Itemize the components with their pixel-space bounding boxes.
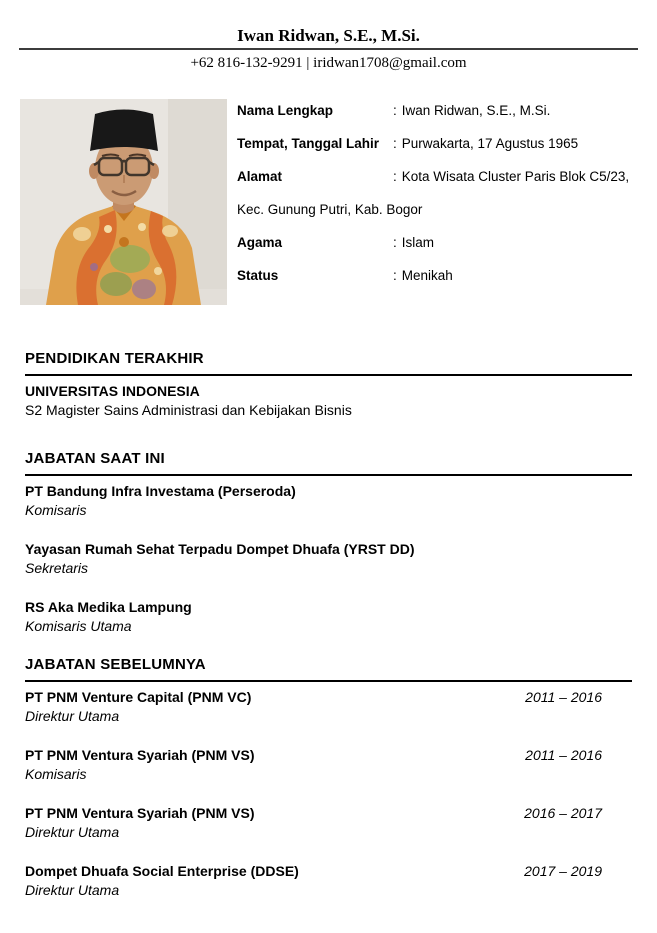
field-colon: : xyxy=(393,268,397,283)
portrait-image xyxy=(20,99,227,305)
entry xyxy=(25,382,632,420)
field-value: Menikah xyxy=(401,268,453,283)
section-divider xyxy=(25,374,632,376)
entry xyxy=(25,598,632,636)
section-title: JABATAN SEBELUMNYA xyxy=(25,656,206,673)
entry-header xyxy=(25,688,632,707)
section-divider xyxy=(25,474,632,476)
entry-period: 2011 – 2016 xyxy=(525,747,602,763)
entry xyxy=(25,804,632,842)
section-entries xyxy=(25,688,632,900)
field-colon: : xyxy=(393,103,397,118)
entry-role: Direktur Utama xyxy=(25,824,120,840)
entry-role: Direktur Utama xyxy=(25,708,120,724)
section-entries xyxy=(25,482,632,636)
entry-name: PT PNM Ventura Syariah (PNM VS) xyxy=(25,805,255,821)
field-colon: : xyxy=(393,136,397,151)
entry-header xyxy=(25,482,632,501)
entry-role: S2 Magister Sains Administrasi dan Kebijakan Bisnis xyxy=(25,402,352,418)
entry-header xyxy=(25,540,632,559)
profile-field-row xyxy=(237,167,657,186)
entry-header xyxy=(25,382,632,401)
field-value-continuation: Kec. Gunung Putri, Kab. Bogor xyxy=(237,202,423,217)
entry xyxy=(25,688,632,726)
cv-sections xyxy=(0,350,657,900)
entry-period: 2016 – 2017 xyxy=(524,805,602,821)
entry xyxy=(25,540,632,578)
entry-name: PT Bandung Infra Investama (Perseroda) xyxy=(25,483,296,499)
entry-name: PT PNM Venture Capital (PNM VC) xyxy=(25,689,252,705)
section-divider xyxy=(25,680,632,682)
section-title: PENDIDIKAN TERAKHIR xyxy=(25,350,204,367)
profile-section xyxy=(0,99,657,305)
profile-field-row xyxy=(237,266,657,285)
entry-name: UNIVERSITAS INDONESIA xyxy=(25,383,200,399)
header-divider xyxy=(19,48,638,50)
entry-header xyxy=(25,746,632,765)
entry-name: RS Aka Medika Lampung xyxy=(25,599,192,615)
profile-field-row xyxy=(237,101,657,120)
entry-header xyxy=(25,862,632,881)
entry-role: Komisaris xyxy=(25,766,87,782)
entry-role: Direktur Utama xyxy=(25,882,120,898)
entry-name: Dompet Dhuafa Social Enterprise (DDSE) xyxy=(25,863,299,879)
entry-name: Yayasan Rumah Sehat Terpadu Dompet Dhuafa (YRST DD) xyxy=(25,541,415,557)
section-pendidikan-terakhir xyxy=(25,350,632,420)
entry-role: Sekretaris xyxy=(25,560,89,576)
field-label: Alamat xyxy=(237,169,283,184)
field-value: Kota Wisata Cluster Paris Blok C5/23, xyxy=(401,169,630,184)
entry-period: 2017 – 2019 xyxy=(524,863,602,879)
field-label: Tempat, Tanggal Lahir xyxy=(237,136,380,151)
entry-period: 2011 – 2016 xyxy=(525,689,602,705)
field-label: Agama xyxy=(237,235,283,250)
profile-field-row xyxy=(237,233,657,252)
profile-field-row xyxy=(237,134,657,153)
entry-role: Komisaris xyxy=(25,502,87,518)
entry-header xyxy=(25,598,632,617)
entry xyxy=(25,862,632,900)
section-entries xyxy=(25,382,632,420)
person-name: Iwan Ridwan, S.E., M.Si. xyxy=(237,26,420,45)
field-label: Status xyxy=(237,268,279,283)
contact-line: +62 816-132-9291 | iridwan1708@gmail.com xyxy=(190,55,467,71)
field-value: Islam xyxy=(401,235,435,250)
section-jabatan-saat-ini xyxy=(25,450,632,636)
section-title: JABATAN SAAT INI xyxy=(25,450,165,467)
field-value: Purwakarta, 17 Agustus 1965 xyxy=(401,136,579,151)
field-colon: : xyxy=(393,235,397,250)
profile-fields xyxy=(237,99,657,305)
field-colon: : xyxy=(393,169,397,184)
field-value: Iwan Ridwan, S.E., M.Si. xyxy=(401,103,551,118)
entry-name: PT PNM Ventura Syariah (PNM VS) xyxy=(25,747,255,763)
entry-role: Komisaris Utama xyxy=(25,618,132,634)
entry xyxy=(25,482,632,520)
profile-photo xyxy=(20,99,227,305)
cv-header xyxy=(0,0,657,73)
entry-header xyxy=(25,804,632,823)
entry xyxy=(25,746,632,784)
profile-field-row xyxy=(237,200,657,219)
section-jabatan-sebelumnya xyxy=(25,656,632,900)
field-label: Nama Lengkap xyxy=(237,103,334,118)
